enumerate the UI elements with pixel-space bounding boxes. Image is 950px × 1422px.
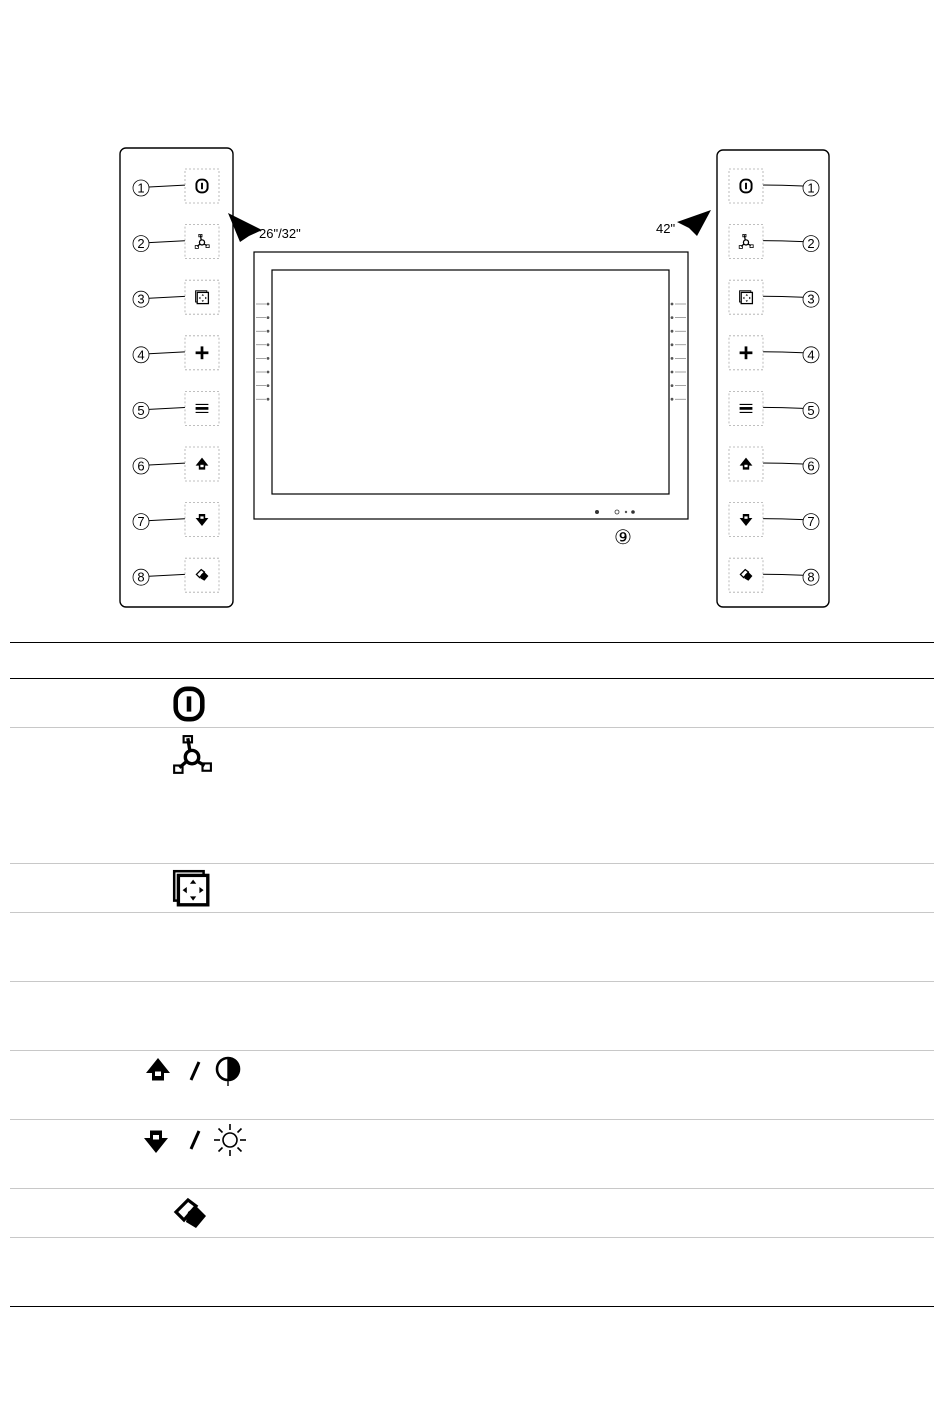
bezel-button (671, 343, 674, 346)
panel-button-7[interactable] (729, 503, 763, 537)
eraser-icon (170, 1194, 210, 1234)
table-top-border (10, 642, 934, 643)
panel-button-5[interactable] (729, 391, 763, 425)
down-arrow-icon (141, 1126, 171, 1156)
panel-button-3[interactable] (185, 280, 219, 314)
callout-number: 1 (807, 180, 815, 196)
callout-number: 1 (137, 180, 145, 196)
menu-icon (170, 867, 212, 909)
bezel-button (671, 371, 674, 374)
bezel-button (671, 303, 674, 306)
callout-number: 2 (137, 236, 145, 252)
panel-button-8[interactable] (729, 558, 763, 592)
table-row (10, 728, 934, 864)
brightness-icon (212, 1122, 248, 1158)
right-size-label: 42" (656, 221, 676, 236)
monitor-front (254, 252, 688, 519)
callout-number: 7 (137, 514, 145, 530)
bezel-button (267, 398, 270, 401)
callout-number: 3 (807, 291, 815, 307)
table-row (10, 1051, 934, 1120)
bezel-button (671, 398, 674, 401)
table-row (10, 913, 934, 982)
callout-number: 4 (807, 347, 815, 363)
bezel-button (671, 330, 674, 333)
bezel-button (267, 343, 270, 346)
indicator-callout-label: ⑨ (614, 525, 632, 549)
panel-button-4[interactable] (185, 336, 219, 370)
callout-number: 5 (807, 402, 815, 418)
callout-number: 8 (137, 569, 145, 585)
callout-number: 5 (137, 402, 145, 418)
bezel-button (267, 330, 270, 333)
bezel-button (267, 316, 270, 319)
separator-slash (185, 1128, 205, 1152)
panel-button-6[interactable] (185, 447, 219, 481)
contrast-icon (214, 1054, 242, 1088)
callout-number: 7 (807, 514, 815, 530)
table-row (10, 1189, 934, 1238)
callout-number: 3 (137, 291, 145, 307)
panel-button-2[interactable] (185, 225, 219, 259)
separator-slash (185, 1059, 205, 1083)
power-icon (170, 685, 208, 723)
indicator-led (595, 510, 599, 514)
bezel-button (267, 384, 270, 387)
bezel-button (671, 384, 674, 387)
bezel-button (267, 357, 270, 360)
callout-number: 6 (137, 458, 145, 474)
button-diagram (0, 0, 950, 620)
table-row (10, 1238, 934, 1306)
panel-button-1[interactable] (729, 169, 763, 203)
left-size-label: 26"/32" (259, 226, 301, 241)
table-row (10, 982, 934, 1051)
bezel-button (267, 371, 270, 374)
bezel-button (671, 316, 674, 319)
left-button-panel (120, 148, 233, 607)
indicator-sensor (625, 511, 627, 513)
callout-number: 6 (807, 458, 815, 474)
table-row (10, 1120, 934, 1189)
table-row (10, 864, 934, 913)
right-button-panel (717, 150, 829, 607)
panel-button-1[interactable] (185, 169, 219, 203)
right-size-pointer (677, 210, 711, 236)
callout-number: 4 (137, 347, 145, 363)
panel-button-4[interactable] (729, 336, 763, 370)
up-arrow-icon (143, 1055, 173, 1085)
bezel-button (267, 303, 270, 306)
indicator-sensor (631, 510, 635, 514)
panel-button-2[interactable] (729, 225, 763, 259)
table-bottom-border (10, 1306, 934, 1307)
panel-button-8[interactable] (185, 558, 219, 592)
panel-button-5[interactable] (185, 391, 219, 425)
table-row (10, 679, 934, 728)
panel-button-3[interactable] (729, 280, 763, 314)
panel-button-7[interactable] (185, 503, 219, 537)
source-icon (171, 734, 213, 776)
panel-button-6[interactable] (729, 447, 763, 481)
callout-number: 2 (807, 236, 815, 252)
menu-icon (740, 291, 753, 304)
menu-icon (196, 291, 209, 304)
bezel-button (671, 357, 674, 360)
callout-number: 8 (807, 569, 815, 585)
